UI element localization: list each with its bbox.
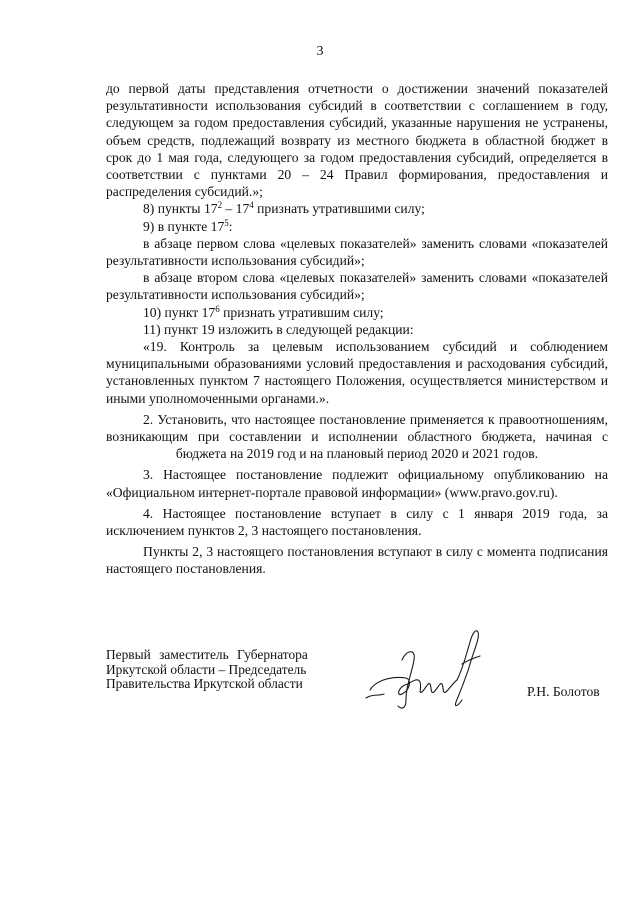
paragraph-item-11: 11) пункт 19 изложить в следующей редакции: <box>143 321 414 337</box>
signatory-title-line-1: Первый заместитель Губернатора <box>106 647 308 662</box>
paragraph-clause-3: 3. Настоящее постановление подлежит официальному опубликованию на «Официальном интернет-портале правовой информации» (www.pravo.gov.ru). <box>106 467 608 500</box>
paragraph-clause-4: 4. Настоящее постановление вступает в силу с 1 января 2019 года, за исключением пунктов 2, 3 настоящего постановления. <box>106 505 608 539</box>
paragraph-item-8: 8) пункты $17^2 - 17^4$ признать утратившими силу; <box>143 200 425 217</box>
paragraph-clause-2: 2. Установить, что настоящее постановление применяется к правоотношениям, возникающим при составлении и исполнении областного бюджета, начиная с бюджета на 2019 год и на плановый период 2020 и 2021 годов. <box>106 411 608 462</box>
signatory-title <box>106 648 308 692</box>
paragraph-item-19-text: «19. Контроль за целевым использованием субсидий и соблюдением муниципальными образованиями условий предоставления и расходования субсидий, установленных пунктом 7 настоящего Положения, осуществляется министерством и иными уполномоченными органами.». <box>106 339 608 406</box>
paragraph-entry-into-force: Пункты 2, 3 настоящего постановления вступают в силу с момента подписания настоящего постановления. <box>106 544 608 577</box>
page-number: 3 <box>316 44 324 59</box>
paragraph-continuation: до первой даты представления отчетности о достижении значений показателей результативности использования субсидий в соответствии с соглашением в году, следующем за годом предоставления субсидий, указанные нарушения не устранены, объем средств, подлежащий возврату из местного бюджета в областной бюджет в срок до 1 мая года, следующего за годом предоставления субсидий, определяется в соответствии с пунктами 20 – 24 Правил формирования, предоставления и распределения субсидий.»; <box>106 81 608 200</box>
signatory-title-line-2: Иркутской области – Председатель <box>106 661 307 677</box>
paragraph-first-abzac: в абзаце первом слова «целевых показателей» заменить словами «показателей результативности использования субсидий»; <box>106 235 608 269</box>
paragraph-item-10: 10) пункт $17^6$ признать утратившим силу; <box>143 303 384 320</box>
handwritten-signature <box>362 620 492 720</box>
paragraph-item-9: 9) в пункте $17^5$: <box>143 217 233 234</box>
paragraph-second-abzac: в абзаце втором слова «целевых показателей» заменить словами «показателей результативности использования субсидий»; <box>106 270 608 303</box>
document-body <box>106 80 608 578</box>
signatory-title-line-3: Правительства Иркутской области <box>106 676 303 692</box>
signer-name: Р.Н. Болотов <box>527 684 600 699</box>
